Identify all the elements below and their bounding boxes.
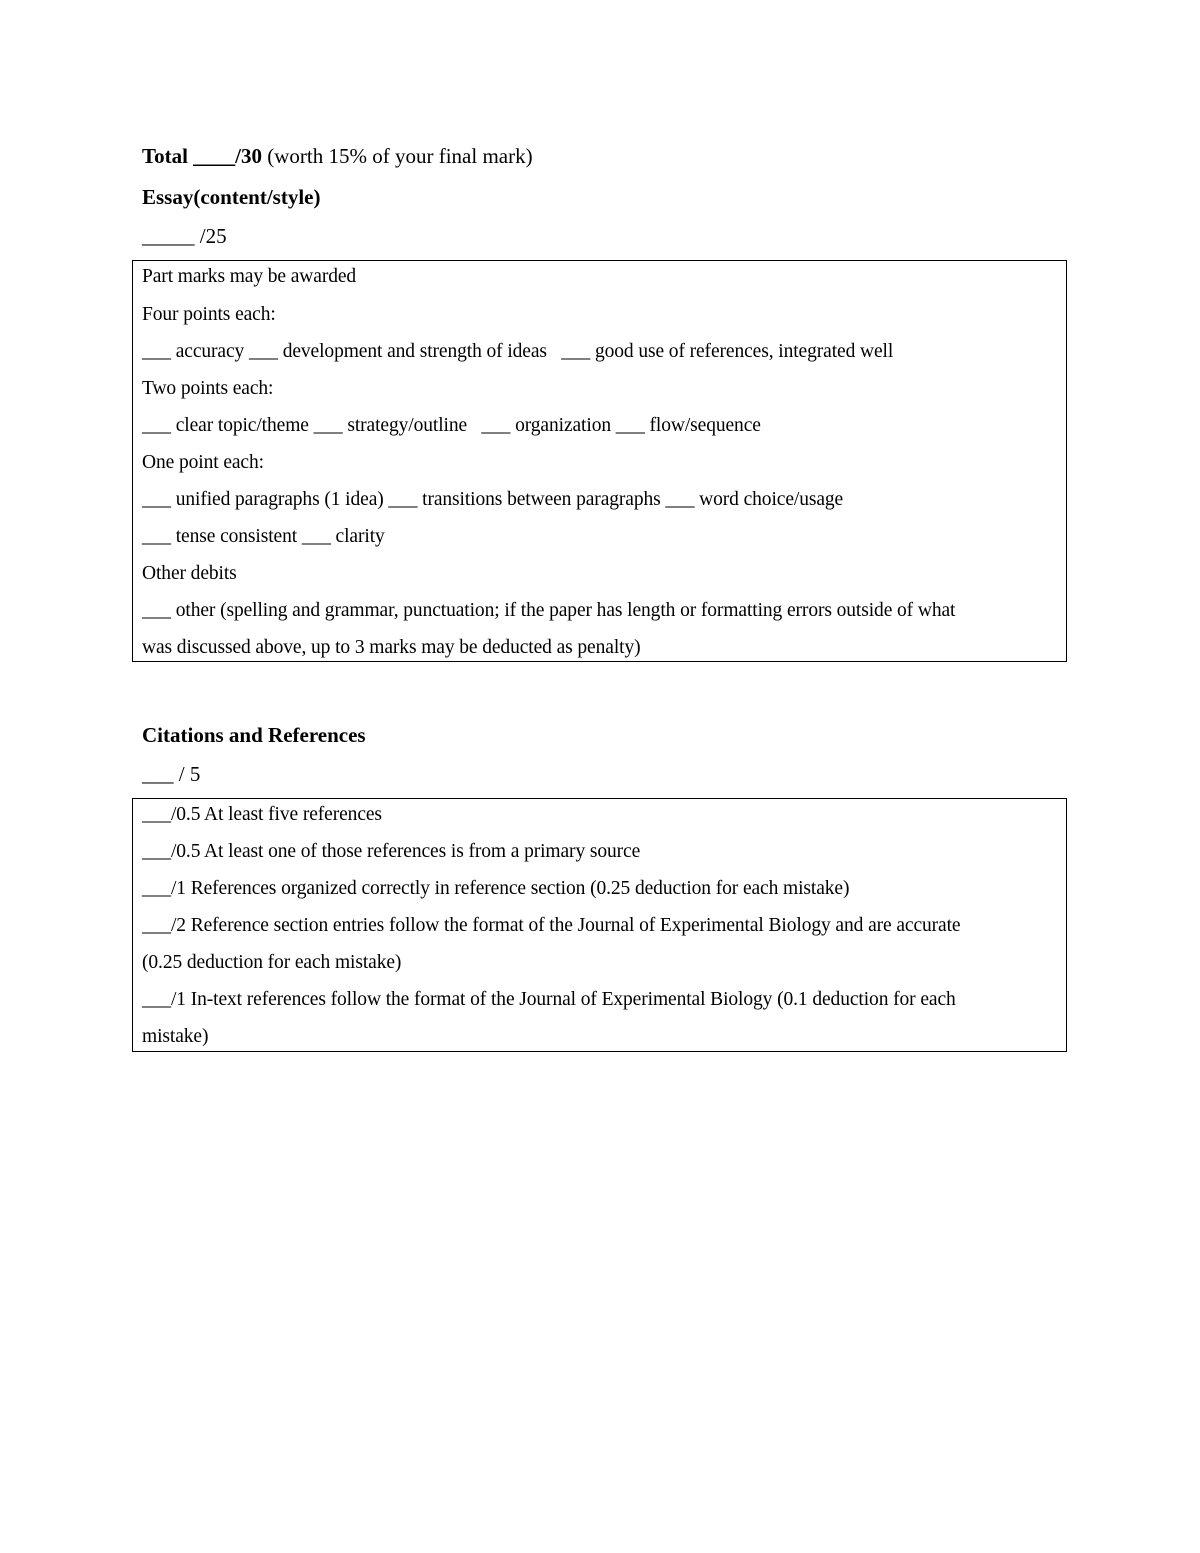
total-line [142,144,533,168]
essay-score: _____ /25 [142,224,227,248]
citations-score: ___ / 5 [142,762,201,786]
essay-rubric-line: One point each: [142,452,264,473]
essay-rubric-line: Other debits [142,563,237,584]
essay-rubric-line: ___ accuracy ___ development and strength of ideas ___ good use of references, integrated well [142,341,894,362]
essay-rubric-line: ___ other (spelling and grammar, punctuation; if the paper has length or formatting errors outside of what [142,600,956,621]
total-label: Total ____/30 [142,144,262,168]
essay-rubric-box [132,260,1067,662]
citations-heading: Citations and References [142,723,366,747]
essay-rubric-line: Part marks may be awarded [142,266,357,287]
citations-rubric-box [132,798,1067,1052]
citations-rubric-line: ___/1 References organized correctly in reference section (0.25 deduction for each mistake) [142,878,850,899]
total-note: (worth 15% of your final mark) [262,144,533,168]
citations-rubric-line: ___/0.5 At least one of those references is from a primary source [142,841,641,862]
citations-rubric-line: ___/0.5 At least five references [142,804,382,825]
essay-rubric-line: Two points each: [142,378,274,399]
citations-rubric-line: mistake) [142,1026,209,1047]
essay-rubric-line: ___ tense consistent ___ clarity [142,526,385,547]
essay-heading: Essay(content/style) [142,185,321,209]
essay-rubric-line: Four points each: [142,304,276,325]
essay-rubric-line: was discussed above, up to 3 marks may be deducted as penalty) [142,637,641,658]
citations-rubric-line: ___/1 In-text references follow the format of the Journal of Experimental Biology (0.1 deduction for each [142,989,956,1010]
essay-rubric-line: ___ unified paragraphs (1 idea) ___ transitions between paragraphs ___ word choice/usage [142,489,844,510]
citations-rubric-line: (0.25 deduction for each mistake) [142,952,402,973]
essay-rubric-line: ___ clear topic/theme ___ strategy/outline ___ organization ___ flow/sequence [142,415,761,436]
citations-rubric-line: ___/2 Reference section entries follow the format of the Journal of Experimental Biology and are accurate [142,915,961,936]
